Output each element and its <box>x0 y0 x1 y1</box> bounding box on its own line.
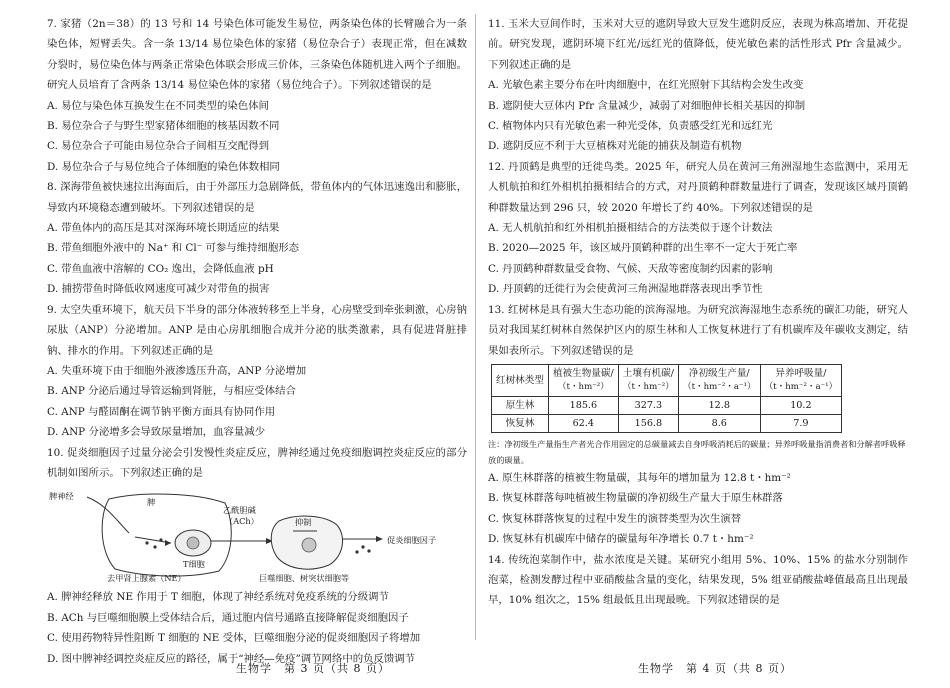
q13-option-d: D. 恢复林有机碳库中储存的碳量每年净增长 0.7 t・hm⁻² <box>488 533 754 546</box>
table-header-cell: 红树林类型 <box>492 364 549 396</box>
ach-label: 乙酰胆碱 <box>223 505 256 516</box>
q13-option-b: B. 恢复林群落每吨植被生物量碳的净初级生产量大于原生林群落 <box>488 492 783 505</box>
column-divider <box>475 14 476 640</box>
q11-stem: 11. 玉米大豆间作时，玉米对大豆的遮阴导致大豆发生遮阴反应，表现为株高增加、开花提前。研究发现，遮阴环境下红光/远红光的值降低，使光敏色素的活性形式 Pfr 含量减少。下列叙述正确的是 <box>488 18 908 71</box>
table-row <box>492 414 842 432</box>
table-cell: 恢复林 <box>492 414 549 432</box>
q11-option-d: D. 遮阴反应不利于大豆植株对光能的捕获及制造有机物 <box>488 140 742 153</box>
q9-option-b: B. ANP 分泌后通过导管运输到肾脏，与相应受体结合 <box>47 385 296 398</box>
q8-option-d: D. 捕捞带鱼时降低收网速度可减少对带鱼的损害 <box>47 283 270 296</box>
table-cell: 10.2 <box>760 396 842 414</box>
t-cell-nucleus <box>187 537 199 549</box>
q10-stem: 10. 促炎细胞因子过量分泌会引发慢性炎症反应，脾神经通过免疫细胞调控炎症反应的部分机制如图所示。下列叙述正确的是 <box>47 446 467 479</box>
table-cell: 原生林 <box>492 396 549 414</box>
q8-option-a: A. 带鱼体内的高压是其对深海环境长期适应的结果 <box>47 222 280 235</box>
table-header-cell: 土壤有机碳/ （t・hm⁻²） <box>618 364 678 396</box>
q10-option-b: B. ACh 与巨噬细胞膜上受体结合后，通过胞内信号通路直接降解促炎细胞因子 <box>47 611 409 624</box>
q8-stem: 8. 深海带鱼被快速拉出海面后，由于外部压力急剧降低，带鱼体内的气体迅速逸出和膨胀，导致内环境稳态遭到破坏。下列叙述错误的是 <box>47 181 467 214</box>
q11-option-a: A. 光敏色素主要分布在叶肉细胞中，在红光照射下其结构会发生改变 <box>488 79 804 92</box>
q7-option-d: D. 易位杂合子与易位纯合子体细胞的染色体数相同 <box>47 160 280 173</box>
right-column <box>488 14 908 611</box>
spleen-label: 脾 <box>147 497 156 508</box>
q12-option-d: D. 丹顶鹤的迁徙行为会使黄河三角洲湿地群落表现出季节性 <box>488 283 763 296</box>
q7-stem: 7. 家猪（2n＝38）的 13 号和 14 号染色体可能发生易位，两条染色体的长臂融合为一条染色体，短臂丢失。含一条 13/14 易位染色体的家猪（易位杂合子）表现正常，但在减数分裂时，易位染色体与两条正常染色体联会形成三价体，三条染色体随机进入两个子细胞。研究人员培育了含两条 13/14 易位染色体的家猪（易位纯合子）。下列叙述错误的是 <box>47 18 467 92</box>
page-footer-left: 生物学 第 3 页（共 8 页） <box>236 662 390 675</box>
q10-option-c: C. 使用药物特异性阻断 T 细胞的 NE 受体，巨噬细胞分泌的促炎细胞因子将增加 <box>47 632 421 645</box>
table-cell: 327.3 <box>618 396 678 414</box>
q10-option-a: A. 脾神经释放 NE 作用于 T 细胞，体现了神经系统对免疫系统的分级调节 <box>47 591 389 604</box>
q9-option-a: A. 失重环境下由于细胞外液渗透压升高，ANP 分泌增加 <box>47 364 307 377</box>
q11-option-b: B. 遮阴使大豆体内 Pfr 含量减少，减弱了对细胞伸长相关基因的抑制 <box>488 99 806 112</box>
q8-option-b: B. 带鱼细胞外液中的 Na⁺ 和 Cl⁻ 可参与维持细胞形态 <box>47 242 300 255</box>
table-cell: 62.4 <box>548 414 618 432</box>
table-cell: 12.8 <box>678 396 760 414</box>
q8-option-c: C. 带鱼血液中溶解的 CO₂ 逸出，会降低血液 pH <box>47 262 274 275</box>
left-column <box>47 14 467 669</box>
q7-option-b: B. 易位杂合子与野生型家猪体细胞的核基因数不同 <box>47 120 280 133</box>
q13-data-table <box>491 364 842 433</box>
q7-option-a: A. 易位与染色体互换发生在不同类型的染色体间 <box>47 99 269 112</box>
q9-option-d: D. ANP 分泌增多会导致尿量增加，血容量减少 <box>47 426 266 439</box>
table-cell: 156.8 <box>618 414 678 432</box>
table-cell: 8.6 <box>678 414 760 432</box>
table-header-cell: 净初级生产量/ （t・hm⁻²・a⁻¹） <box>678 364 760 396</box>
q13-option-a: A. 原生林群落的植被生物量碳，其每年的增加量为 12.8 t・hm⁻² <box>488 471 791 484</box>
q13-table-note: 注：净初级生产量指生产者光合作用固定的总碳量减去自身呼吸消耗后的碳量；异养呼吸量指消费者和分解者呼吸释放的碳量。 <box>488 438 906 465</box>
macrophage-label: 巨噬细胞、树突状细胞等 <box>259 573 350 584</box>
ach-abbr-label: （ACh） <box>225 516 259 527</box>
q10-figure <box>47 485 467 585</box>
q10-option-d: D. 图中脾神经调控炎症反应的路径，属于“神经—免疫”调节网络中的负反馈调节 <box>47 652 416 665</box>
table-cell: 7.9 <box>760 414 842 432</box>
q12-option-b: B. 2020—2025 年，该区域丹顶鹤种群的出生率不一定大于死亡率 <box>488 242 798 255</box>
table-header-cell: 异养呼吸量/ （t・hm⁻²・a⁻¹） <box>760 364 842 396</box>
table-row <box>492 396 842 414</box>
spleen-outline <box>102 494 231 576</box>
spleen-nerve-label: 脾神经 <box>49 491 74 502</box>
table-cell: 185.6 <box>548 396 618 414</box>
q13-option-c: C. 恢复林群落恢复的过程中发生的演替类型为次生演替 <box>488 512 742 525</box>
q12-stem: 12. 丹顶鹤是典型的迁徙鸟类。2025 年，研究人员在黄河三角洲湿地生态监测中，采用无人机航拍和红外相机拍摄相结合的方式，对丹顶鹤种群数量进行了调查，发现该区域丹顶鹤种群数量达到 296 只，较 2020 年增长了约 40%。下列叙述错误的是 <box>488 160 908 214</box>
q9-stem: 9. 太空失重环境下，航天员下半身的部分体液转移至上半身，心房壁受到牵张刺激，心房钠尿肽（ANP）分泌增加。ANP 是由心房肌细胞合成并分泌的肽类激素，具有促进肾脏排钠、排水的作用。下列叙述正确的是 <box>47 303 467 357</box>
page-footer-right: 生物学 第 4 页（共 8 页） <box>638 662 792 675</box>
inhibit-label: 抑制 <box>295 517 312 528</box>
cytokine-label: 促炎细胞因子 <box>387 535 437 546</box>
spleen-nerve-line <box>87 497 129 533</box>
q12-option-c: C. 丹顶鹤种群数量受食物、气候、天敌等密度制约因素的影响 <box>488 262 773 275</box>
table-header-cell: 植被生物量碳/ （t・hm⁻²） <box>548 364 618 396</box>
q7-option-c: C. 易位杂合子可能由易位杂合子间相互交配得到 <box>47 140 269 153</box>
t-cell-label: T细胞 <box>183 559 205 570</box>
q14-stem: 14. 传统泡菜制作中，盐水浓度是关键。某研究小组用 5%、10%、15% 的盐水分别制作泡菜，检测发酵过程中亚硝酸盐含量的变化，结果发现，5% 组亚硝酸盐峰值最高且出现最早，10% 组次之，15% 组最低且出现最晚。下列叙述错误的是 <box>488 553 908 607</box>
q11-option-c: C. 植物体内只有光敏色素一种光受体，负责感受红光和远红光 <box>488 120 773 133</box>
q9-option-c: C. ANP 与醛固酮在调节钠平衡方面具有协同作用 <box>47 405 276 418</box>
q13-stem: 13. 红树林是具有强大生态功能的滨海湿地。为研究滨海湿地生态系统的碳汇功能，研究人员对我国某红树林自然保护区内的原生林和人工恢复林进行了有机碳库及年碳收支测定，结果如表所示。下列叙述错误的是 <box>488 303 908 357</box>
q12-option-a: A. 无人机航拍和红外相机拍摄相结合的方法类似于逐个计数法 <box>488 222 773 235</box>
ne-label: 去甲肾上腺素（NE） <box>107 573 186 584</box>
table-header-row <box>492 364 842 396</box>
